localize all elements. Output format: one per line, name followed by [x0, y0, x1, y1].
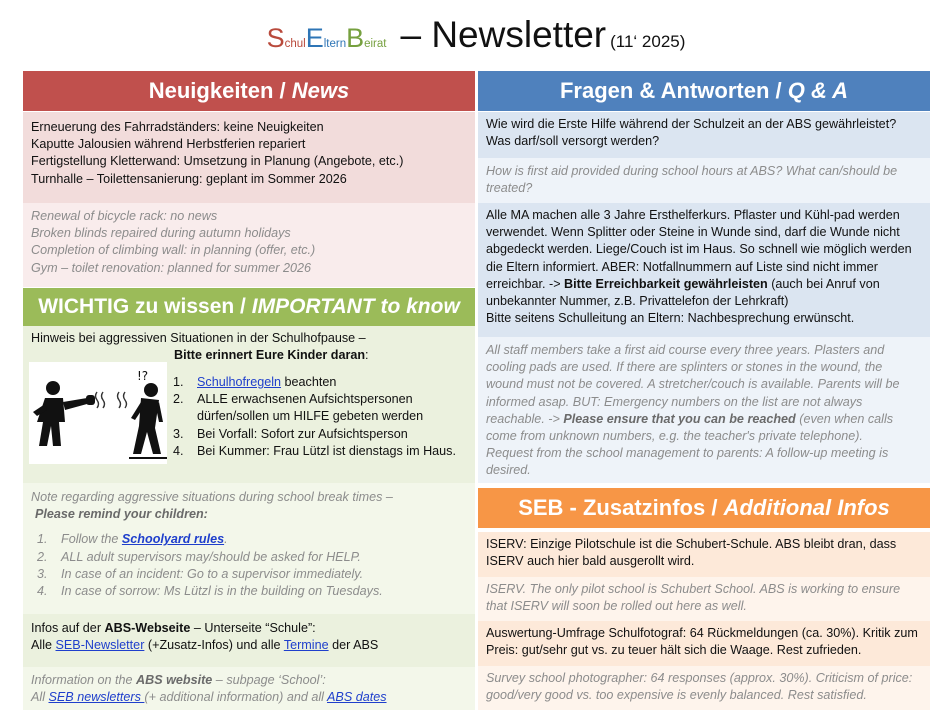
important-remind-en: Please remind your children: [35, 507, 208, 522]
title-word-ltern: ltern [323, 38, 347, 50]
answer-text: All staff members take a first aid course every three years. Plasters and cooling pads are used. If there are splinters or stones in the wound, the wound must not be covered. A stretcher/couch is available. Parents will be informed asap. BUT: Emergency numbers on the list are not always reachable. -> [486, 343, 900, 426]
answer-text: (even when calls come from unknown numbers, e.g. the teacher's private telephone). [486, 411, 894, 444]
list-text: ALLE erwachsenen Aufsichtspersonen dürfen/sollen um HILFE gebeten werden [197, 392, 424, 424]
list-item [37, 566, 467, 583]
news-item-en: Renewal of bicycle rack: no news [31, 209, 218, 223]
list-item [173, 391, 473, 425]
title-letter-e: E [305, 23, 324, 53]
news-list-en [23, 203, 475, 287]
important-block-de [23, 326, 475, 483]
answer-text-bold: Bitte Erreichbarkeit gewährleisten [564, 276, 768, 291]
list-number: 1. [37, 532, 48, 547]
abs-text-bold: ABS-Webseite [104, 621, 191, 635]
seb-iserv-en: ISERV. The only pilot school is Schubert School. ABS is working to ensure that ISERV will soon be rolled out here as well. [478, 577, 930, 621]
list-text: Bei Vorfall: Sofort zur Aufsichtsperson [197, 426, 408, 441]
list-item [173, 443, 473, 460]
abs-website-en [23, 667, 475, 710]
abs-text: All [31, 690, 49, 705]
list-item [37, 531, 467, 548]
qa-question-de: Wie wird die Erste Hilfe während der Schulzeit an der ABS gewährleistet? Was darf/soll versorgt werden? [478, 112, 930, 158]
news-item-en: Gym – toilet renovation: planned for summer 2026 [31, 260, 312, 275]
abs-text: (+Zusatz-Infos) und alle [144, 638, 284, 653]
answer-text: Bitte seitens Schulleitung an Eltern: Nachbesprechung erwünscht. [486, 311, 855, 326]
answer-text: Request from the school management to parents: A follow-up meeting is desired. [486, 446, 889, 478]
abs-text: – Unterseite “Schule”: [190, 621, 316, 635]
title-main: – Newsletter [400, 14, 607, 55]
abs-text-bold: ABS website [136, 673, 213, 687]
news-item: Kaputte Jalousien während Herbstferien repariert [31, 137, 306, 152]
abs-dates-link[interactable]: ABS dates [327, 690, 387, 705]
answer-text-bold: Please ensure that you can be reached [563, 411, 796, 426]
list-number: 3. [173, 426, 184, 441]
important-intro-de: Hinweis bei aggressiven Situationen in der Schulhofpause – [31, 331, 366, 345]
seb-header-en: Additional Infos [723, 495, 890, 520]
news-item: Erneuerung des Fahrradständers: keine Neuigkeiten [31, 120, 324, 134]
important-list-en [31, 531, 467, 600]
list-number: 4. [37, 584, 48, 599]
news-item: Turnhalle – Toilettensanierung: geplant im Sommer 2026 [31, 171, 347, 186]
answer-text: (auch bei Anruf von unbekannter Nummer, z.B. Privattelefon der Lehrkraft) [486, 276, 880, 309]
schoolyard-rules-link[interactable]: Schoolyard rules [121, 532, 225, 547]
seb-survey-de: Auswertung-Umfrage Schulfotograf: 64 Rückmeldungen (ca. 30%). Kritik zum Preis: gut/sehr gut vs. zu teuer hält sich die Waage. Rest zufrieden. [478, 621, 930, 666]
news-header [23, 71, 475, 111]
qa-header-en: Q & A [787, 78, 849, 103]
list-item [37, 549, 467, 566]
title-letter-s: S [266, 23, 285, 53]
list-item [173, 426, 473, 443]
abs-website-de [23, 614, 475, 667]
important-header [23, 288, 475, 326]
title-letter-b: B [346, 23, 365, 53]
title-year: (11‘ 2025) [610, 32, 686, 51]
list-text: beachten [281, 375, 337, 389]
newsletter-title [0, 14, 952, 66]
illus-mark: !? [137, 369, 149, 383]
answer-text: Alle MA machen alle 3 Jahre Ersthelferkurs. Pflaster und Kühl-pad werden verwendet. Wenn Splitter oder Steine in Wunde sind, darf die Wunde nicht abgedeckt werden. Liege/Couch ist im Haus. So schnell wie möglich werden die Eltern informiert. ABER: Notfallnummern auf Liste sind nicht immer erreichbar. -> [486, 208, 912, 291]
news-item: Fertigstellung Kletterwand: Umsetzung in Planung (Angebote, etc.) [31, 154, 404, 169]
list-number: 1. [173, 375, 184, 389]
list-number: 2. [173, 392, 184, 407]
abs-text: Infos auf der [31, 621, 105, 635]
important-list-de [173, 374, 473, 460]
seb-header [478, 488, 930, 528]
important-intro-en: Note regarding aggressive situations during school break times – [31, 490, 393, 504]
qa-answer-en [478, 337, 930, 483]
title-word-eirat: eirat [364, 38, 387, 50]
qa-header-de: Fragen & Antworten / [559, 78, 782, 103]
list-text: In case of an incident: Go to a supervisor immediately. [61, 566, 364, 581]
important-header-en: IMPORTANT to know [251, 295, 460, 318]
termine-link[interactable]: Termine [283, 638, 329, 653]
abs-text: – subpage ‘School’: [212, 673, 326, 687]
list-text: In case of sorrow: Ms Lützl is in the building on Tuesdays. [61, 584, 383, 599]
list-number: 4. [173, 443, 184, 458]
important-remind-de: Bitte erinnert Eure Kinder daran [174, 348, 366, 363]
seb-newsletters-link[interactable]: SEB newsletters [48, 690, 145, 705]
news-item-en: Completion of climbing wall: in planning (offer, etc.) [31, 243, 316, 258]
seb-iserv-de: ISERV: Einzige Pilotschule ist die Schubert-Schule. ABS bleibt dran, dass ISERV auch hier bald ausgerollt wird. [478, 532, 930, 577]
colon: : [365, 348, 369, 363]
abs-text: Alle [31, 638, 56, 653]
qa-answer-de [478, 203, 930, 337]
seb-header-de: SEB - Zusatzinfos / [518, 495, 718, 520]
news-item-en: Broken blinds repaired during autumn holidays [31, 226, 291, 241]
qa-header [478, 71, 930, 111]
aggression-illustration-icon [29, 362, 167, 464]
seb-newsletter-link[interactable]: SEB-Newsletter [55, 638, 145, 653]
seb-survey-en: Survey school photographer: 64 responses (approx. 30%). Criticism of price: good/very good vs. too expensive is evenly balanced. Rest satisfied. [478, 666, 930, 710]
qa-question-en: How is first aid provided during school hours at ABS? What can/should be treated? [478, 158, 930, 203]
abs-text: Information on the [31, 673, 137, 687]
list-text: Bei Kummer: Frau Lützl ist dienstags im Haus. [197, 443, 456, 458]
news-list-de [23, 112, 475, 203]
list-item [173, 374, 473, 391]
list-text: Follow the [61, 532, 122, 547]
list-text: ALL adult supervisors may/should be asked for HELP. [61, 549, 361, 564]
news-header-en: News [291, 78, 350, 103]
list-number: 2. [37, 549, 48, 564]
list-text: . [224, 532, 228, 547]
important-block-en [23, 483, 475, 614]
abs-text: der ABS [328, 638, 379, 653]
schulhofregeln-link[interactable]: Schulhofregeln [197, 375, 282, 389]
news-header-de: Neuigkeiten / [148, 78, 286, 103]
abs-text: (+ additional information) and all [144, 690, 328, 705]
title-word-chul: chul [284, 38, 306, 50]
list-number: 3. [37, 566, 48, 581]
list-item [37, 583, 467, 600]
important-header-de: WICHTIG zu wissen / [38, 295, 246, 318]
